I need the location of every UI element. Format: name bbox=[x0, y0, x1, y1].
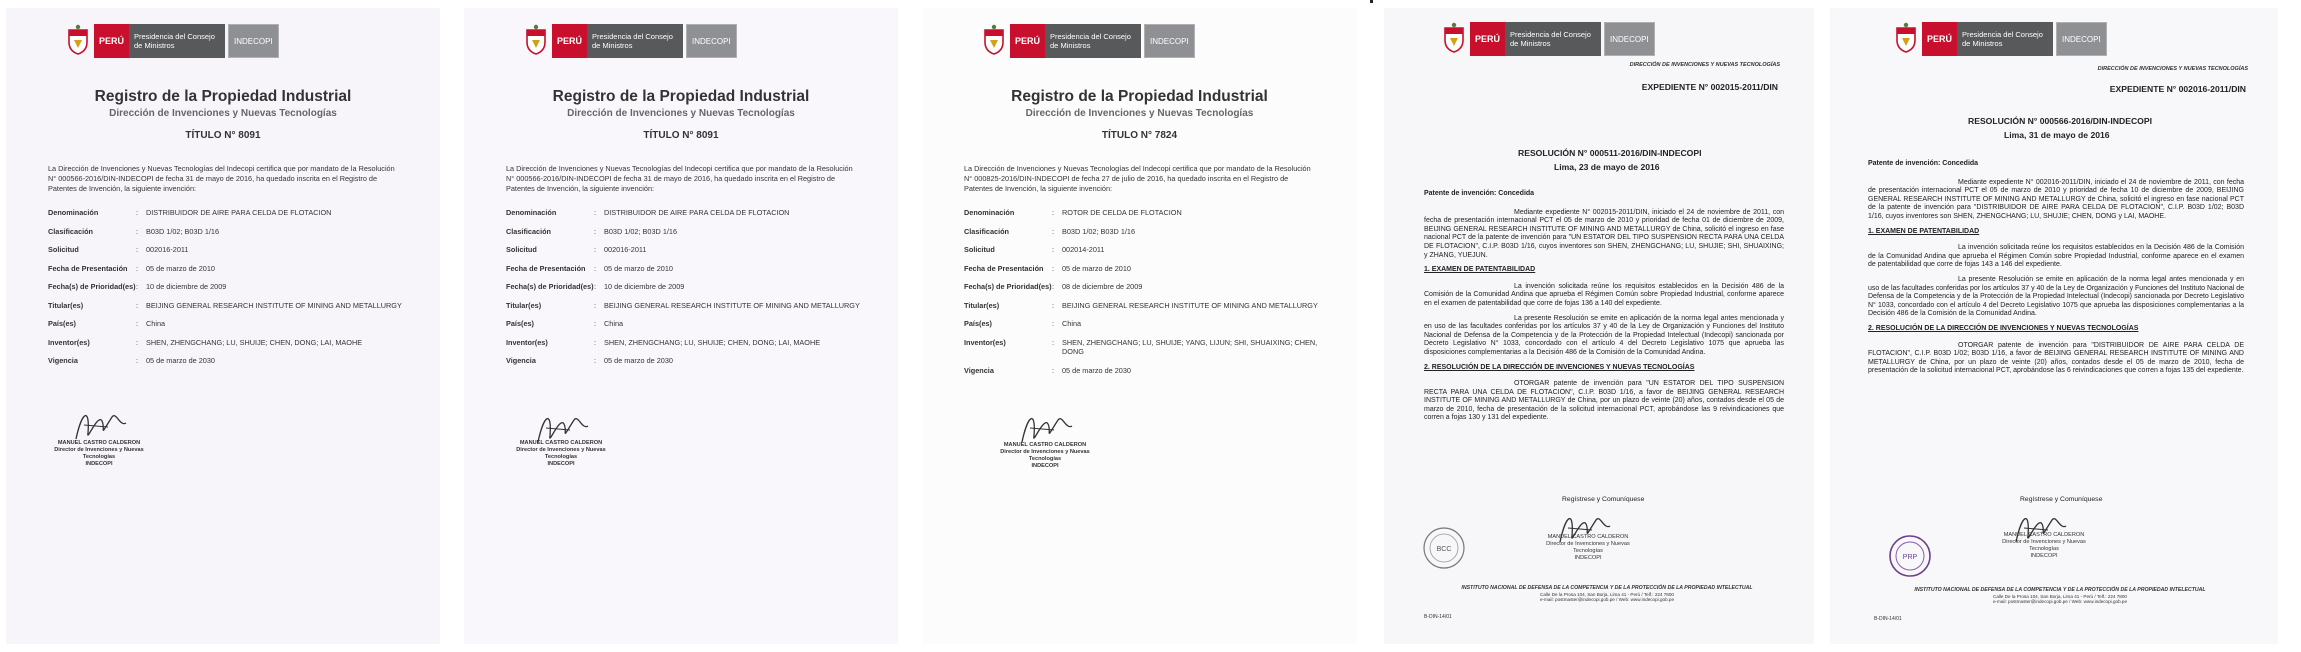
field-row: Fecha(s) de Prioridad(es) : 08 de diciembre de 2009 bbox=[964, 282, 1327, 292]
field-row: Vigencia : 05 de marzo de 2030 bbox=[964, 366, 1327, 376]
signer-name: MANUEL CASTRO CALDERON bbox=[1003, 442, 1087, 448]
footer bbox=[1870, 588, 2250, 605]
indecopi-label: INDECOPI bbox=[2056, 22, 2107, 56]
field-value: BEIJING GENERAL RESEARCH INSTITUTE OF MINING AND METALLURGY bbox=[1062, 300, 1318, 310]
field-label: Denominación bbox=[964, 208, 1015, 217]
signer-block bbox=[990, 442, 1100, 470]
resolution-date: Lima, 23 de mayo de 2016 bbox=[1554, 162, 1660, 172]
field-row: Vigencia : 05 de marzo de 2030 bbox=[506, 356, 868, 366]
official-stamp-icon bbox=[1422, 526, 1466, 570]
certificate-fields bbox=[964, 208, 1327, 384]
field-value: 05 de marzo de 2010 bbox=[1062, 263, 1131, 273]
title-certificate-page-2 bbox=[464, 8, 898, 644]
field-row: Inventor(es) : SHEN, ZHENGCHANG; LU, SHUIJE; CHEN, DONG; LAI, MAOHE bbox=[506, 338, 868, 348]
field-label: Inventor(es) bbox=[506, 337, 548, 347]
field-row: Fecha de Presentación : 05 de marzo de 2010 bbox=[48, 264, 410, 274]
official-stamp-icon bbox=[1888, 534, 1932, 578]
signer-block bbox=[506, 440, 616, 468]
footer-address: Calle De la Prosa 104, San Borja, Lima 41 - Perú / Telf.: 224 7800 bbox=[1993, 593, 2127, 599]
document-title: Registro de la Propiedad Industrial bbox=[94, 88, 352, 105]
government-header bbox=[66, 24, 279, 58]
presidencia-label: Presidencia del Consejo de Ministros bbox=[587, 24, 683, 58]
field-label: Inventor(es) bbox=[964, 337, 1006, 347]
field-value: 05 de marzo de 2010 bbox=[604, 263, 673, 273]
government-header bbox=[1442, 22, 1655, 56]
resolution-number: RESOLUCIÓN N° 000511-2016/DIN-INDECOPI bbox=[1518, 148, 1702, 158]
field-row: Solicitud : 002014-2011 bbox=[964, 245, 1327, 255]
field-label: Fecha(s) de Prioridad(es) bbox=[964, 282, 1052, 291]
field-row: Titular(es) : BEIJING GENERAL RESEARCH INSTITUTE OF MINING AND METALLURGY bbox=[48, 301, 410, 311]
signer-role: Director de Invenciones y Nuevas Tecnologías bbox=[1546, 541, 1630, 554]
indecopi-label: INDECOPI bbox=[686, 24, 737, 58]
section-heading: 2. RESOLUCIÓN DE LA DIRECCIÓN DE INVENCIONES Y NUEVAS TECNOLOGÍAS bbox=[1868, 324, 2139, 332]
stamp-initials: PRP bbox=[1902, 554, 1918, 561]
field-value: 10 de diciembre de 2009 bbox=[146, 282, 227, 291]
field-value: China bbox=[146, 319, 166, 328]
field-row: Inventor(es) : SHEN, ZHENGCHANG; LU, SHUIJE; CHEN, DONG; LAI, MAOHE bbox=[48, 338, 410, 348]
document-title: Registro de la Propiedad Industrial bbox=[552, 88, 810, 105]
field-label: Solicitud bbox=[48, 245, 79, 254]
field-label: Clasificación bbox=[506, 226, 552, 236]
signer-name: MANUEL CASTRO CALDERON bbox=[1547, 534, 1629, 540]
field-row: Vigencia : 05 de marzo de 2030 bbox=[48, 356, 410, 366]
field-label: Solicitud bbox=[506, 245, 537, 254]
stamp-initials: BCC bbox=[1436, 546, 1452, 553]
field-label: Denominación bbox=[506, 208, 557, 217]
field-row: País(es) : China bbox=[48, 319, 410, 329]
peru-label: PERÚ bbox=[1922, 22, 1957, 56]
field-value: DISTRIBUIDOR DE AIRE PARA CELDA DE FLOTACION bbox=[604, 208, 790, 217]
document-subtitle: Dirección de Invenciones y Nuevas Tecnologías bbox=[567, 108, 795, 119]
field-row: País(es) : China bbox=[506, 319, 868, 329]
field-value: 002016-2011 bbox=[146, 245, 189, 254]
signer-role: Director de Invenciones y Nuevas Tecnologías bbox=[516, 447, 606, 460]
field-value: 05 de marzo de 2030 bbox=[604, 356, 673, 365]
field-row: Solicitud : 002016-2011 bbox=[48, 245, 410, 255]
signer-name: MANUEL CASTRO CALDERON bbox=[2003, 532, 2085, 538]
field-row: Denominación : ROTOR DE CELDA DE FLOTACION bbox=[964, 208, 1327, 218]
field-value: 05 de marzo de 2030 bbox=[1062, 365, 1131, 375]
field-row: Titular(es) : BEIJING GENERAL RESEARCH INSTITUTE OF MINING AND METALLURGY bbox=[506, 301, 868, 311]
signer-org: INDECOPI bbox=[547, 461, 575, 467]
coat-of-arms-icon bbox=[66, 24, 90, 56]
field-row: País(es) : China bbox=[964, 319, 1327, 329]
field-value: 002014-2011 bbox=[1062, 245, 1105, 254]
form-code: B-DIN-14/01 bbox=[1424, 614, 1452, 620]
section-heading: 1. EXAMEN DE PATENTABILIDAD bbox=[1424, 266, 1536, 274]
direction-heading: DIRECCIÓN DE INVENCIONES Y NUEVAS TECNOLOGÍAS bbox=[2097, 66, 2248, 72]
field-label: Titular(es) bbox=[964, 300, 1000, 310]
field-row: Inventor(es) : SHEN, ZHENGCHANG; LU, SHUIJE; YANG, LIJUN; SHI, SHUAIXING; CHEN, DONG bbox=[964, 338, 1327, 357]
resolution-body bbox=[1868, 160, 2244, 382]
field-label: Fecha(s) de Prioridad(es) bbox=[48, 282, 136, 291]
section-heading: 2. RESOLUCIÓN DE LA DIRECCIÓN DE INVENCIONES Y NUEVAS TECNOLOGÍAS bbox=[1424, 363, 1695, 371]
footer-title: INSTITUTO NACIONAL DE DEFENSA DE LA COMPETENCIA Y DE LA PROTECCIÓN DE LA PROPIEDAD INTELECTUAL bbox=[1461, 585, 1753, 591]
coat-of-arms-icon bbox=[524, 24, 548, 56]
field-label: Fecha de Presentación bbox=[506, 263, 586, 273]
field-value: DISTRIBUIDOR DE AIRE PARA CELDA DE FLOTACION bbox=[146, 208, 332, 217]
field-label: País(es) bbox=[506, 319, 534, 328]
field-value: 10 de diciembre de 2009 bbox=[604, 282, 685, 291]
field-row: Denominación : DISTRIBUIDOR DE AIRE PARA CELDA DE FLOTACION bbox=[506, 208, 868, 218]
document-title: Registro de la Propiedad Industrial bbox=[1011, 88, 1268, 105]
footer-web: e-mail: postmaster@indecopi.gob.pe / Web: www.indecopi.gob.pe bbox=[1992, 599, 2128, 605]
paragraph: OTORGAR patente de invención para "DISTRIBUIDOR DE AIRE PARA CELDA DE FLOTACION", C.I.P. B03D 1/02; B03D 1/16, a favor de BEIJING GENERAL RESEARCH INSTITUTE OF MINING AND METALLURGY de China, por un plazo de veinte (20) años, contados desde el 05 de marzo de 2010, fecha de presentación de la solicitud internacional PCT, aprobándose las 6 reivindicaciones que corren a fojas 135 del expediente. bbox=[1868, 341, 2244, 375]
paragraph: Mediante expediente N° 002016-2011/DIN, iniciado el 24 de noviembre de 2011, con fecha de presentación internacional PCT el 05 de marzo de 2010 y prioridad de fecha 10 de diciembre de 2009, BEIJING GENERAL RESEARCH INSTITUTE OF MINING AND METALLURGY de China, solicitó el ingreso en fase nacional PCT de la patente de invención para "DISTRIBUIDOR DE AIRE PARA CELDA DE FLOTACION", C.I.P. B03D 1/02; B03D 1/16, cuyos inventores son SHEN, ZHENGCHANG; LU, SHUJIE; CHEN, DONG y LAI, MAOHE. bbox=[1868, 178, 2244, 220]
field-value: 05 de marzo de 2010 bbox=[146, 263, 215, 273]
certificate-intro: La Dirección de Invenciones y Nuevas Tecnologías del Indecopi certifica que por mandato de la Resolución N° 000566-2016/DIN-INDECOPI de fecha 31 de mayo de 2016, ha quedado inscrita en el Registro de Patentes de Invención, la siguiente invención: bbox=[506, 164, 853, 193]
field-row: Fecha de Presentación : 05 de marzo de 2010 bbox=[506, 264, 868, 274]
field-value: B03D 1/02; B03D 1/16 bbox=[146, 226, 220, 236]
field-value: 08 de diciembre de 2009 bbox=[1062, 282, 1143, 291]
field-label: Fecha de Presentación bbox=[48, 263, 128, 273]
peru-label: PERÚ bbox=[1470, 22, 1505, 56]
field-row: Fecha(s) de Prioridad(es) : 10 de diciembre de 2009 bbox=[506, 282, 868, 292]
title-certificate-page-1 bbox=[6, 8, 440, 644]
government-header bbox=[524, 24, 737, 58]
field-label: País(es) bbox=[48, 319, 76, 328]
expediente-number: EXPEDIENTE N° 002015-2011/DIN bbox=[1641, 82, 1778, 92]
field-label: Denominación bbox=[48, 208, 99, 217]
signer-name: MANUEL CASTRO CALDERON bbox=[57, 440, 141, 446]
field-label: Solicitud bbox=[964, 245, 995, 254]
field-value: BEIJING GENERAL RESEARCH INSTITUTE OF MINING AND METALLURGY bbox=[146, 300, 402, 310]
field-value: 05 de marzo de 2030 bbox=[146, 356, 215, 365]
paragraph: La presente Resolución se emite en aplicación de la norma legal antes mencionada y en uso de las facultades conferidas por los artículos 37 y 40 de la Ley de Organización y Funciones del Instituto Nacional de Defensa de la Competencia y de la Protección de la Propiedad Intelectual (Indecopi) sancionada por Decreto Legislativo N° 1033, concordado con el artículo 4 del Decreto Legislativo 1075 que aprueba las disposiciones complementarias a la Decisión 486 de la Comisión de la Comunidad Andina. bbox=[1424, 314, 1784, 356]
peru-label: PERÚ bbox=[552, 24, 587, 58]
signer-org: INDECOPI bbox=[1574, 555, 1602, 561]
field-row: Fecha(s) de Prioridad(es) : 10 de diciembre de 2009 bbox=[48, 282, 410, 292]
field-value: China bbox=[1062, 319, 1082, 328]
field-value: SHEN, ZHENGCHANG; LU, SHUIJE; CHEN, DONG; LAI, MAOHE bbox=[146, 337, 363, 347]
field-label: Titular(es) bbox=[506, 300, 542, 310]
footer bbox=[1422, 586, 1792, 603]
patent-status: Patente de invención: Concedida bbox=[1868, 160, 1979, 167]
field-label: Fecha de Presentación bbox=[964, 263, 1044, 273]
field-row: Clasificación : B03D 1/02; B03D 1/16 bbox=[964, 227, 1327, 237]
indecopi-label: INDECOPI bbox=[1604, 22, 1655, 56]
presidencia-label: Presidencia del Consejo de Ministros bbox=[1505, 22, 1601, 56]
scan-speck bbox=[1370, 0, 1373, 3]
field-value: SHEN, ZHENGCHANG; LU, SHUIJE; CHEN, DONG; LAI, MAOHE bbox=[604, 337, 821, 347]
footer-web: e-mail: postmaster@indecopi.gob.pe / Web: www.indecopi.gob.pe bbox=[1539, 597, 1675, 603]
coat-of-arms-icon bbox=[1442, 22, 1466, 54]
resolution-number: RESOLUCIÓN N° 000566-2016/DIN-INDECOPI bbox=[1968, 116, 2152, 126]
field-label: Vigencia bbox=[48, 356, 78, 365]
field-row: Clasificación : B03D 1/02; B03D 1/16 bbox=[506, 227, 868, 237]
field-value: China bbox=[604, 319, 624, 328]
field-row: Clasificación : B03D 1/02; B03D 1/16 bbox=[48, 227, 410, 237]
paragraph: Mediante expediente N° 002015-2011/DIN, iniciado el 24 de noviembre de 2011, con fecha de presentación internacional PCT el 05 de marzo de 2010 y prioridad de fecha 01 de diciembre de 2009, BEIJING GENERAL RESEARCH INSTITUTE OF MINING AND METALLURGY de China, solicitó el ingreso en fase nacional PCT de la patente de invención para "UN ESTATOR DEL TIPO SUSPENSION RECTA PARA UNA CELDA DE FLOTACION", C.I.P. B03D 1/16, cuyos inventores son SHEN, ZHENGCHANG; LU, SHUJIE; SHI, SHUAIXING; y ZHANG, YUEJUN. bbox=[1424, 208, 1784, 259]
footer-title: INSTITUTO NACIONAL DE DEFENSA DE LA COMPETENCIA Y DE LA PROTECCIÓN DE LA PROPIEDAD INTELECTUAL bbox=[1914, 587, 2206, 593]
signer-role: Director de Invenciones y Nuevas Tecnologías bbox=[1000, 449, 1090, 462]
certificate-intro: La Dirección de Invenciones y Nuevas Tecnologías del Indecopi certifica que por mandato de la Resolución N° 000825-2016/DIN-INDECOPI de fecha 27 de julio de 2016, ha quedado inscrita en el Registro de Patentes de Invención, la siguiente invención: bbox=[964, 164, 1311, 193]
government-header bbox=[982, 24, 1195, 58]
coat-of-arms-icon bbox=[982, 24, 1006, 56]
field-row: Titular(es) : BEIJING GENERAL RESEARCH INSTITUTE OF MINING AND METALLURGY bbox=[964, 301, 1327, 311]
form-code: B-DIN-14/01 bbox=[1874, 616, 1902, 622]
signer-role: Director de Invenciones y Nuevas Tecnologías bbox=[2002, 539, 2086, 552]
field-value: ROTOR DE CELDA DE FLOTACION bbox=[1062, 208, 1182, 217]
field-label: Clasificación bbox=[964, 226, 1010, 236]
field-value: 002016-2011 bbox=[604, 245, 647, 254]
certificate-intro: La Dirección de Invenciones y Nuevas Tecnologías del Indecopi certifica que por mandato de la Resolución N° 000566-2016/DIN-INDECOPI de fecha 31 de mayo de 2016, ha quedado inscrita en el Registro de Patentes de Invención, la siguiente invención: bbox=[48, 164, 395, 193]
registrese-text: Regístrese y Comuníquese bbox=[1562, 496, 1645, 503]
paragraph: La invención solicitada reúne los requisitos establecidos en la Decisión 486 de la Comisión de la Comunidad Andina que aprueba el Régimen Común sobre Propiedad Industrial, conforme aparece en el examen de patentabilidad que corre de fojas 136 a 140 del expediente. bbox=[1424, 282, 1784, 307]
signer-org: INDECOPI bbox=[2030, 553, 2058, 559]
field-label: Inventor(es) bbox=[48, 337, 90, 347]
resolution-body bbox=[1424, 190, 1784, 429]
title-number: TÍTULO N° 8091 bbox=[185, 130, 261, 141]
footer-address: Calle De la Prosa 104, San Borja, Lima 41 - Perú / Telf.: 224 7800 bbox=[1540, 591, 1674, 597]
certificate-fields bbox=[506, 208, 868, 375]
paragraph: OTORGAR patente de invención para "UN ESTATOR DEL TIPO SUSPENSION RECTA PARA UNA CELDA DE FLOTACION", C.I.P. B03D 1/16, a favor de BEIJING GENERAL RESEARCH INSTITUTE OF MINING AND METALLURGY de China, por un plazo de veinte (20) años, contados desde el 05 de marzo de 2010, fecha de presentación de la solicitud internacional PCT, aprobándose las 9 reivindicaciones que corren a fojas 130 y 131 del expediente. bbox=[1424, 380, 1784, 422]
document-subtitle: Dirección de Invenciones y Nuevas Tecnologías bbox=[109, 108, 337, 119]
signer-block bbox=[1538, 534, 1638, 562]
signer-org: INDECOPI bbox=[1031, 463, 1059, 469]
paragraph: La invención solicitada reúne los requisitos establecidos en la Decisión 486 de la Comisión de la Comunidad Andina que aprueba el Régimen Común sobre Propiedad Industrial, conforme aparece en el examen de patentabilidad que corre de fojas 143 a 146 del expediente. bbox=[1868, 244, 2244, 269]
presidencia-label: Presidencia del Consejo de Ministros bbox=[1957, 22, 2053, 56]
field-value: BEIJING GENERAL RESEARCH INSTITUTE OF MINING AND METALLURGY bbox=[604, 300, 860, 310]
field-label: Titular(es) bbox=[48, 300, 84, 310]
resolution-date: Lima, 31 de mayo de 2016 bbox=[2004, 130, 2110, 140]
coat-of-arms-icon bbox=[1894, 22, 1918, 54]
indecopi-label: INDECOPI bbox=[228, 24, 279, 58]
title-number: TÍTULO N° 7824 bbox=[1101, 130, 1178, 141]
direction-heading: DIRECCIÓN DE INVENCIONES Y NUEVAS TECNOLOGÍAS bbox=[1629, 62, 1780, 68]
resolution-page-1 bbox=[1384, 8, 1814, 644]
field-value: SHEN, ZHENGCHANG; LU, SHUIJE; YANG, LIJUN; SHI, SHUAIXING; CHEN, DONG bbox=[1062, 337, 1318, 356]
peru-label: PERÚ bbox=[94, 24, 129, 58]
section-heading: 1. EXAMEN DE PATENTABILIDAD bbox=[1868, 227, 1980, 235]
signer-block bbox=[1994, 532, 2094, 560]
field-value: B03D 1/02; B03D 1/16 bbox=[1062, 226, 1136, 236]
government-header bbox=[1894, 22, 2107, 56]
field-value: B03D 1/02; B03D 1/16 bbox=[604, 226, 678, 236]
field-label: Vigencia bbox=[506, 356, 536, 365]
field-row: Denominación : DISTRIBUIDOR DE AIRE PARA CELDA DE FLOTACION bbox=[48, 208, 410, 218]
document-subtitle: Dirección de Invenciones y Nuevas Tecnologías bbox=[1025, 108, 1254, 119]
signer-org: INDECOPI bbox=[85, 461, 113, 467]
field-row: Fecha de Presentación : 05 de marzo de 2010 bbox=[964, 264, 1327, 274]
signer-block bbox=[44, 440, 154, 468]
expediente-number: EXPEDIENTE N° 002016-2011/DIN bbox=[2109, 84, 2246, 94]
field-label: Fecha(s) de Prioridad(es) bbox=[506, 282, 594, 291]
field-label: Clasificación bbox=[48, 226, 94, 236]
certificate-fields bbox=[48, 208, 410, 375]
signer-role: Director de Invenciones y Nuevas Tecnologías bbox=[54, 447, 144, 460]
resolution-page-2 bbox=[1830, 8, 2278, 644]
registrese-text: Regístrese y Comuníquese bbox=[2020, 496, 2103, 503]
title-number: TÍTULO N° 8091 bbox=[643, 130, 719, 141]
title-certificate-page-3 bbox=[922, 8, 1357, 644]
peru-label: PERÚ bbox=[1010, 24, 1045, 58]
field-label: País(es) bbox=[964, 319, 992, 328]
indecopi-label: INDECOPI bbox=[1144, 24, 1195, 58]
patent-status: Patente de invención: Concedida bbox=[1424, 190, 1535, 197]
presidencia-label: Presidencia del Consejo de Ministros bbox=[1045, 24, 1141, 58]
signer-name: MANUEL CASTRO CALDERON bbox=[519, 440, 603, 446]
presidencia-label: Presidencia del Consejo de Ministros bbox=[129, 24, 225, 58]
paragraph: La presente Resolución se emite en aplicación de la norma legal antes mencionada y en uso de las facultades conferidas por los artículos 37 y 40 de la Ley de Organización y Funciones del Instituto Nacional de Defensa de la Competencia y de la Protección de la Propiedad Intelectual (Indecopi) sancionada por Decreto Legislativo N° 1033, concordado con el artículo 4 del Decreto Legislativo 1075 que aprueba las disposiciones complementarias a la Decisión 486 de la Comisión de la Comunidad Andina. bbox=[1868, 275, 2244, 318]
field-label: Vigencia bbox=[964, 365, 994, 375]
field-row: Solicitud : 002016-2011 bbox=[506, 245, 868, 255]
